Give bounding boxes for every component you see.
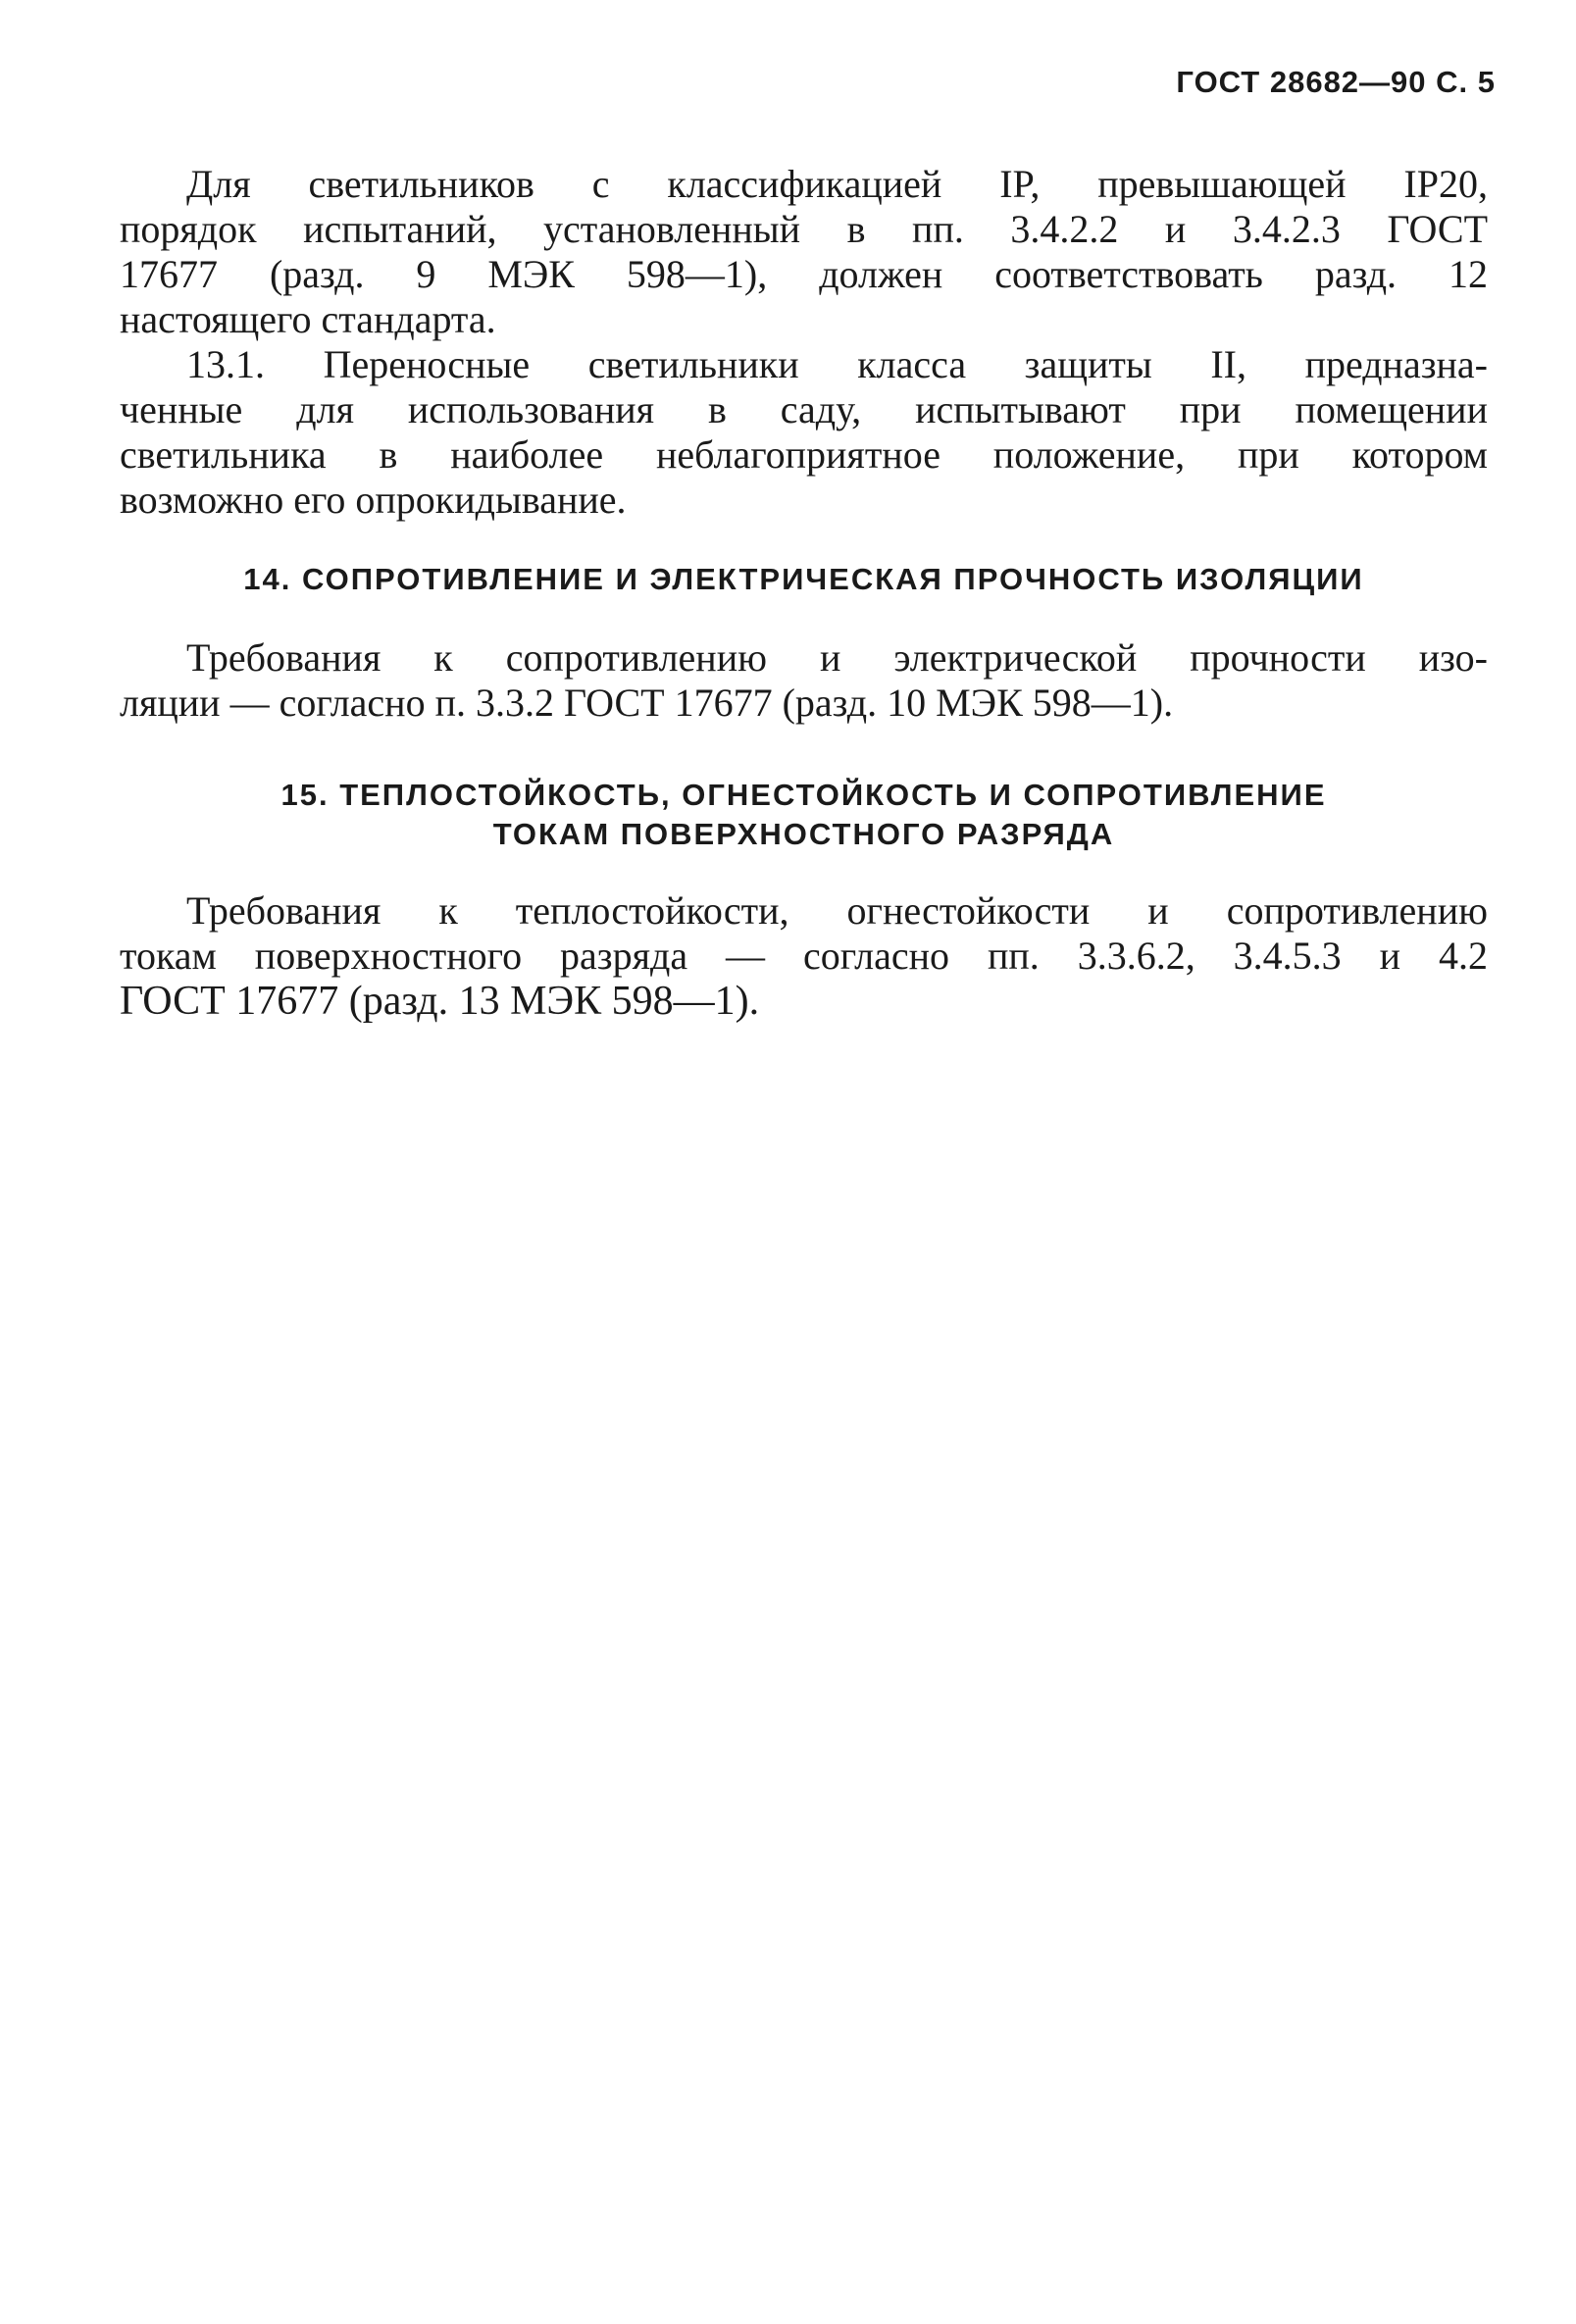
paragraph-line: возможно его опрокидывание. [120,478,627,522]
section-heading-line: 14. СОПРОТИВЛЕНИЕ И ЭЛЕКТРИЧЕСКАЯ ПРОЧНОСТЬ ИЗОЛЯЦИИ [243,562,1364,596]
section-15-heading [120,776,1488,854]
paragraph-line: 13.1. Переносные светильники класса защиты II, предназна- [186,342,1488,386]
section-15-body [120,888,1488,1024]
intro-paragraph [120,162,1488,342]
section-14-heading [120,560,1488,599]
paragraph-line: Требования к теплостойкости, огнестойкости и сопротивлению [186,888,1488,933]
paragraph-line: светильника в наиболее неблагоприятное положение, при котором [120,432,1488,477]
clause-13-1 [120,342,1488,523]
paragraph-line: токам поверхностного разряда — согласно пп. 3.3.6.2, 3.4.5.3 и 4.2 [120,934,1488,978]
paragraph-line: Требования к сопротивлению и электрической прочности изо- [186,635,1488,680]
section-heading-line: 15. ТЕПЛОСТОЙКОСТЬ, ОГНЕСТОЙКОСТЬ И СОПРОТИВЛЕНИЕ [280,778,1327,812]
paragraph-line: ляции — согласно п. 3.3.2 ГОСТ 17677 (разд. 10 МЭК 598—1). [120,681,1174,725]
section-heading-line: ТОКАМ ПОВЕРХНОСТНОГО РАЗРЯДА [492,817,1115,851]
running-header: ГОСТ 28682—90 С. 5 [1176,65,1496,99]
paragraph-line: настоящего стандарта. [120,297,496,341]
paragraph-line: порядок испытаний, установленный в пп. 3.4.2.2 и 3.4.2.3 ГОСТ [120,207,1488,251]
paragraph-line: 17677 (разд. 9 МЭК 598—1), должен соответствовать разд. 12 [120,252,1488,296]
paragraph-line: ченные для использования в саду, испытывают при помещении [120,387,1488,431]
paragraph-line: ГОСТ 17677 (разд. 13 МЭК 598—1). [120,979,760,1024]
section-14-body [120,635,1488,726]
paragraph-line: Для светильников с классификацией IP, превышающей IP20, [186,162,1488,206]
